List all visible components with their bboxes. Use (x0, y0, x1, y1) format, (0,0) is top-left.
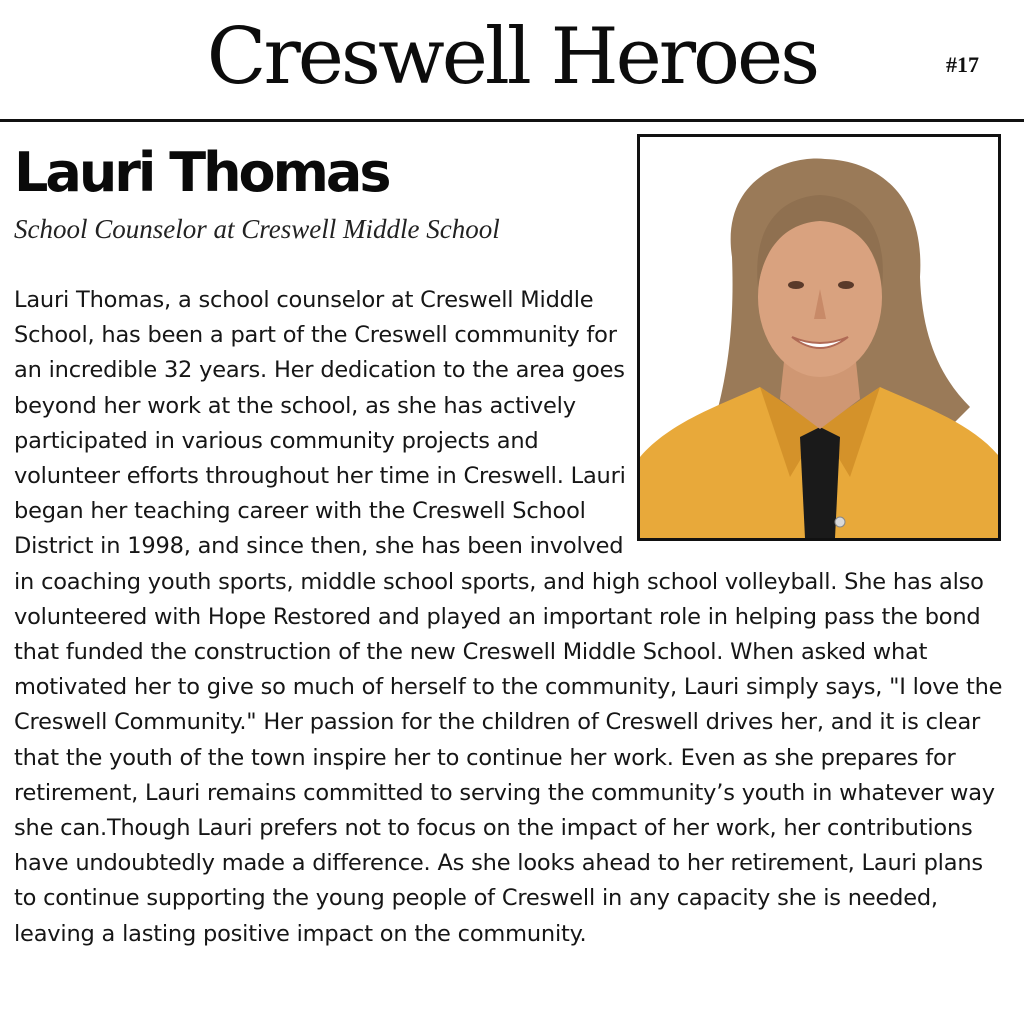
bio-text: Lauri Thomas, a school counselor at Creswell Middle School, has been a part of the Creswell community for an incredible 32 years. Her dedication to the area goes beyond her work at the school, as she has actively participated in various community projects and volunteer efforts throughout her time in Creswell. Lauri began her teaching career with the Creswell School District in 1998, and since then, she has been involved in coaching youth sports, middle school sports, and high school volleyball. She has also volunteered with Hope Restored and played an important role in helping pass the bond that funded the construction of the new Creswell Middle School. When asked what motivated her to give so much of herself to the community, Lauri simply says, "I love the Creswell Community." Her passion for the children of Creswell drives her, and it is clear that the youth of the town inspire her to continue her work. Even as she prepares for retirement, Lauri remains committed to serving the community’s youth in whatever way she can.Though Lauri prefers not to focus on the impact of her work, her contributions have undoubtedly made a difference. As she looks ahead to her retirement, Lauri plans to continue supporting the young people of Creswell in any capacity she is needed, leaving a lasting positive impact on the community. (14, 287, 1003, 947)
bio-paragraph (14, 283, 1009, 952)
masthead-title: Creswell Heroes (206, 12, 818, 102)
person-role: School Counselor at Creswell Middle School (14, 214, 500, 244)
header-divider (0, 119, 1024, 122)
photo-wrap-space (629, 283, 1009, 548)
person-name: Lauri Thomas (14, 141, 389, 204)
issue-number: #17 (946, 52, 979, 77)
